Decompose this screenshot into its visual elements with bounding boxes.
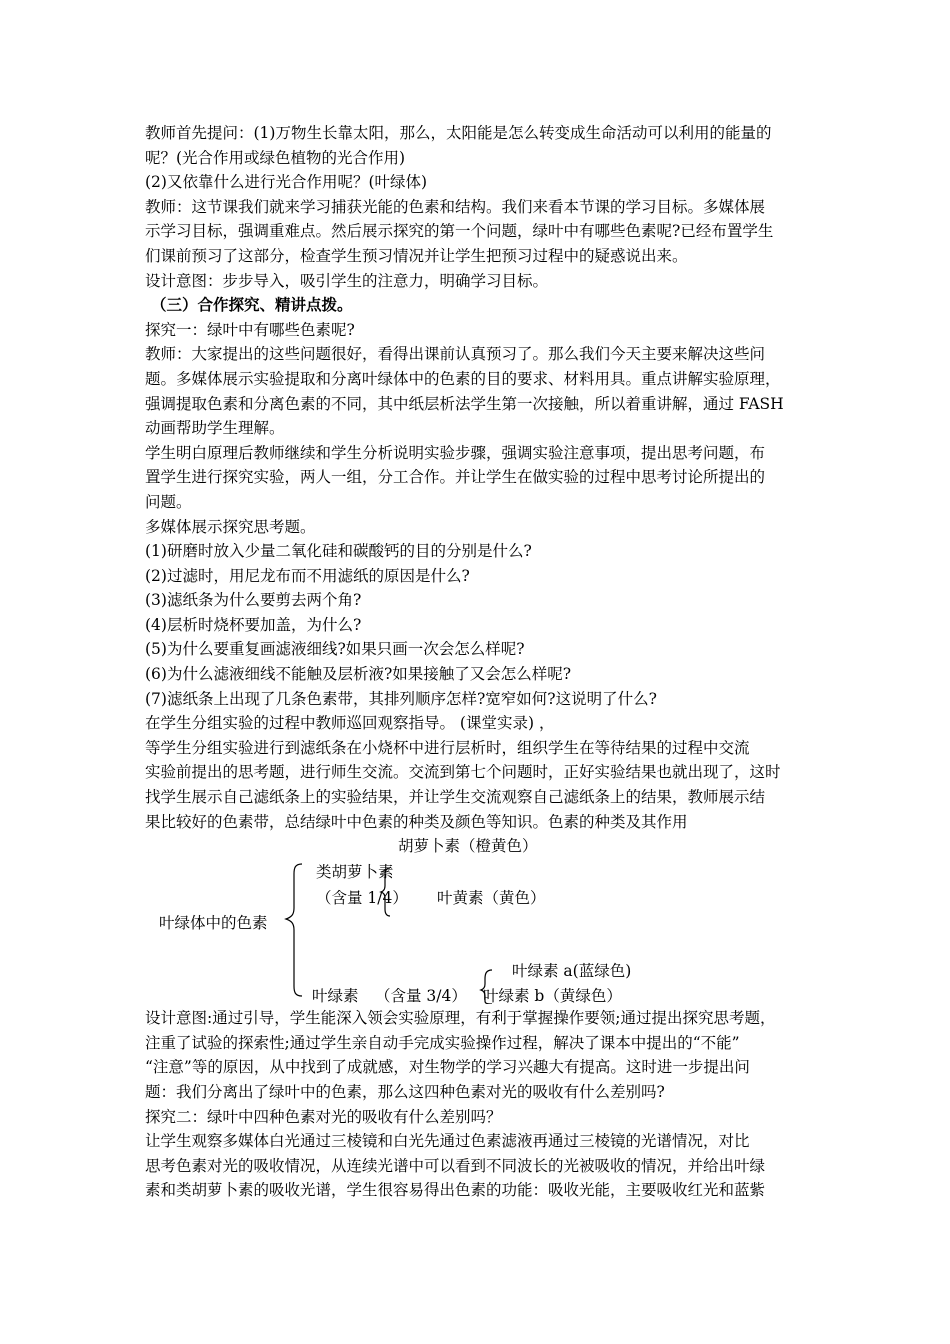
design-and-inquiry-two-block: [145, 1006, 815, 1203]
chlorophyll-a-label: 叶绿素 a(蓝绿色): [512, 962, 632, 981]
carotene-label: 胡萝卜素（橙黄色）: [398, 837, 538, 856]
question-item: (4)层析时烧杯要加盖，为什么?: [145, 615, 362, 634]
paragraph-line: 让学生观察多媒体白光通过三棱镜和白光先通过色素滤液再通过三棱镜的光谱情况，对比: [145, 1132, 750, 1151]
paragraph-line: 教师首先提问：(1)万物生长靠太阳，那么，太阳能是怎么转变成生命活动可以利用的能量的: [145, 124, 772, 142]
paragraph-line: 等学生分组实验进行到滤纸条在小烧杯中进行层析时，组织学生在等待结果的过程中交流: [145, 738, 750, 757]
paragraph-line: 问题。: [145, 492, 192, 511]
paragraph-line: 示学习目标，强调重难点。然后展示探究的第一个问题，绿叶中有哪些色素呢?已经布置学生: [145, 222, 774, 241]
paragraph-line: 多媒体展示探究思考题。: [145, 517, 316, 536]
xanthophyll-label: 叶黄素（黄色）: [437, 889, 546, 908]
paragraph-line: 设计意图：步步导入，吸引学生的注意力，明确学习目标。: [145, 271, 549, 290]
paragraph-line: 找学生展示自己滤纸条上的实验结果，并让学生交流观察自己滤纸条上的结果，教师展示结: [145, 788, 766, 807]
chlorophyll-b-label: 叶绿素 b（黄绿色）: [483, 987, 622, 1006]
paragraph-line: 实验前提出的思考题，进行师生交流。交流到第七个问题时，正好实验结果也就出现了，这时: [145, 763, 781, 782]
paragraph-line: 教师：大家提出的这些问题很好，看得出课前认真预习了。那么我们今天主要来解决这些问: [145, 345, 766, 364]
carotenoid-label: 类胡萝卜素: [316, 863, 394, 882]
paragraph-line: 动画帮助学生理解。: [145, 419, 285, 438]
question-item: (1)研磨时放入少量二氧化硅和碳酸钙的目的分别是什么?: [145, 542, 532, 561]
paragraph-line: (2)又依靠什么进行光合作用呢？(叶绿体): [145, 173, 428, 192]
paragraph-line: 探究二：绿叶中四种色素对光的吸收有什么差别吗？: [145, 1107, 502, 1126]
paragraph-line: 设计意图:通过引导，学生能深入领会实验原理，有利于掌握操作要领;通过提出探究思考题，: [145, 1009, 776, 1028]
paragraph-line: 题：我们分离出了绿叶中的色素，那么这四种色素对光的吸收有什么差别吗?: [145, 1083, 665, 1101]
paragraph-line: 们课前预习了这部分，检查学生预习情况并让学生把预习过程中的疑惑说出来。: [145, 246, 688, 265]
question-item: (2)过滤时，用尼龙布而不用滤纸的原因是什么?: [145, 566, 470, 585]
paragraph-line: 素和类胡萝卜素的吸收光谱，学生很容易得出色素的功能：吸收光能，主要吸收红光和蓝紫: [145, 1181, 766, 1200]
section-heading: （三）合作探究、精讲点拨。: [151, 295, 353, 315]
question-item: (3)滤纸条为什么要剪去两个角?: [145, 591, 362, 610]
diagram-root-label: 叶绿体中的色素: [159, 914, 268, 933]
paragraph-line: “注意”等的原因，从中找到了成就感，对生物学的学习兴趣大有提高。这时进一步提出问: [145, 1058, 750, 1077]
intro-block: [145, 121, 815, 293]
paragraph-line: 探究一：绿叶中有哪些色素呢?: [145, 320, 355, 339]
chlorophyll-label: 叶绿素: [312, 987, 359, 1006]
paragraph-line: 置学生进行探究实验，两人一组，分工合作。并让学生在做实验的过程中思考讨论所提出的: [145, 468, 766, 487]
paragraph-line: 注重了试验的探索性;通过学生亲自动手完成实验操作过程，解决了课本中提出的“不能”: [145, 1033, 740, 1052]
paragraph-line: 题。多媒体展示实验提取和分离叶绿体中的色素的目的要求、材料用具。重点讲解实验原理，: [145, 369, 781, 388]
question-item: (7)滤纸条上出现了几条色素带，其排列顺序怎样?宽窄如何?这说明了什么?: [145, 689, 657, 708]
pigment-classification-diagram: [145, 834, 815, 1004]
inquiry-one-block: [145, 318, 815, 834]
paragraph-line: 教师：这节课我们就来学习捕获光能的色素和结构。我们来看本节课的学习目标。多媒体展: [145, 197, 766, 216]
carotenoid-amount: （含量 1/4）: [316, 889, 408, 908]
document-page: [145, 121, 815, 1203]
question-item: (5)为什么要重复画滤液细线?如果只画一次会怎么样呢?: [145, 640, 525, 659]
paragraph-line: 在学生分组实验的过程中教师巡回观察指导。 (课堂实录) ，: [145, 714, 555, 733]
question-item: (6)为什么滤液细线不能触及层析液?如果接触了又会怎么样呢?: [145, 665, 572, 684]
paragraph-line: 学生明白原理后教师继续和学生分析说明实验步骤，强调实验注意事项，提出思考问题，布: [145, 443, 766, 462]
paragraph-line: 呢？(光合作用或绿色植物的光合作用): [145, 148, 406, 167]
chlorophyll-amount: （含量 3/4）: [375, 987, 467, 1006]
paragraph-line: 思考色素对光的吸收情况，从连续光谱中可以看到不同波长的光被吸收的情况，并给出叶绿: [145, 1156, 766, 1175]
root-bracket: [286, 864, 302, 996]
paragraph-line: 强调提取色素和分离色素的不同，其中纸层析法学生第一次接触，所以着重讲解，通过 FASH: [145, 394, 784, 413]
paragraph-line: 果比较好的色素带，总结绿叶中色素的种类及颜色等知识。色素的种类及其作用: [145, 812, 688, 831]
